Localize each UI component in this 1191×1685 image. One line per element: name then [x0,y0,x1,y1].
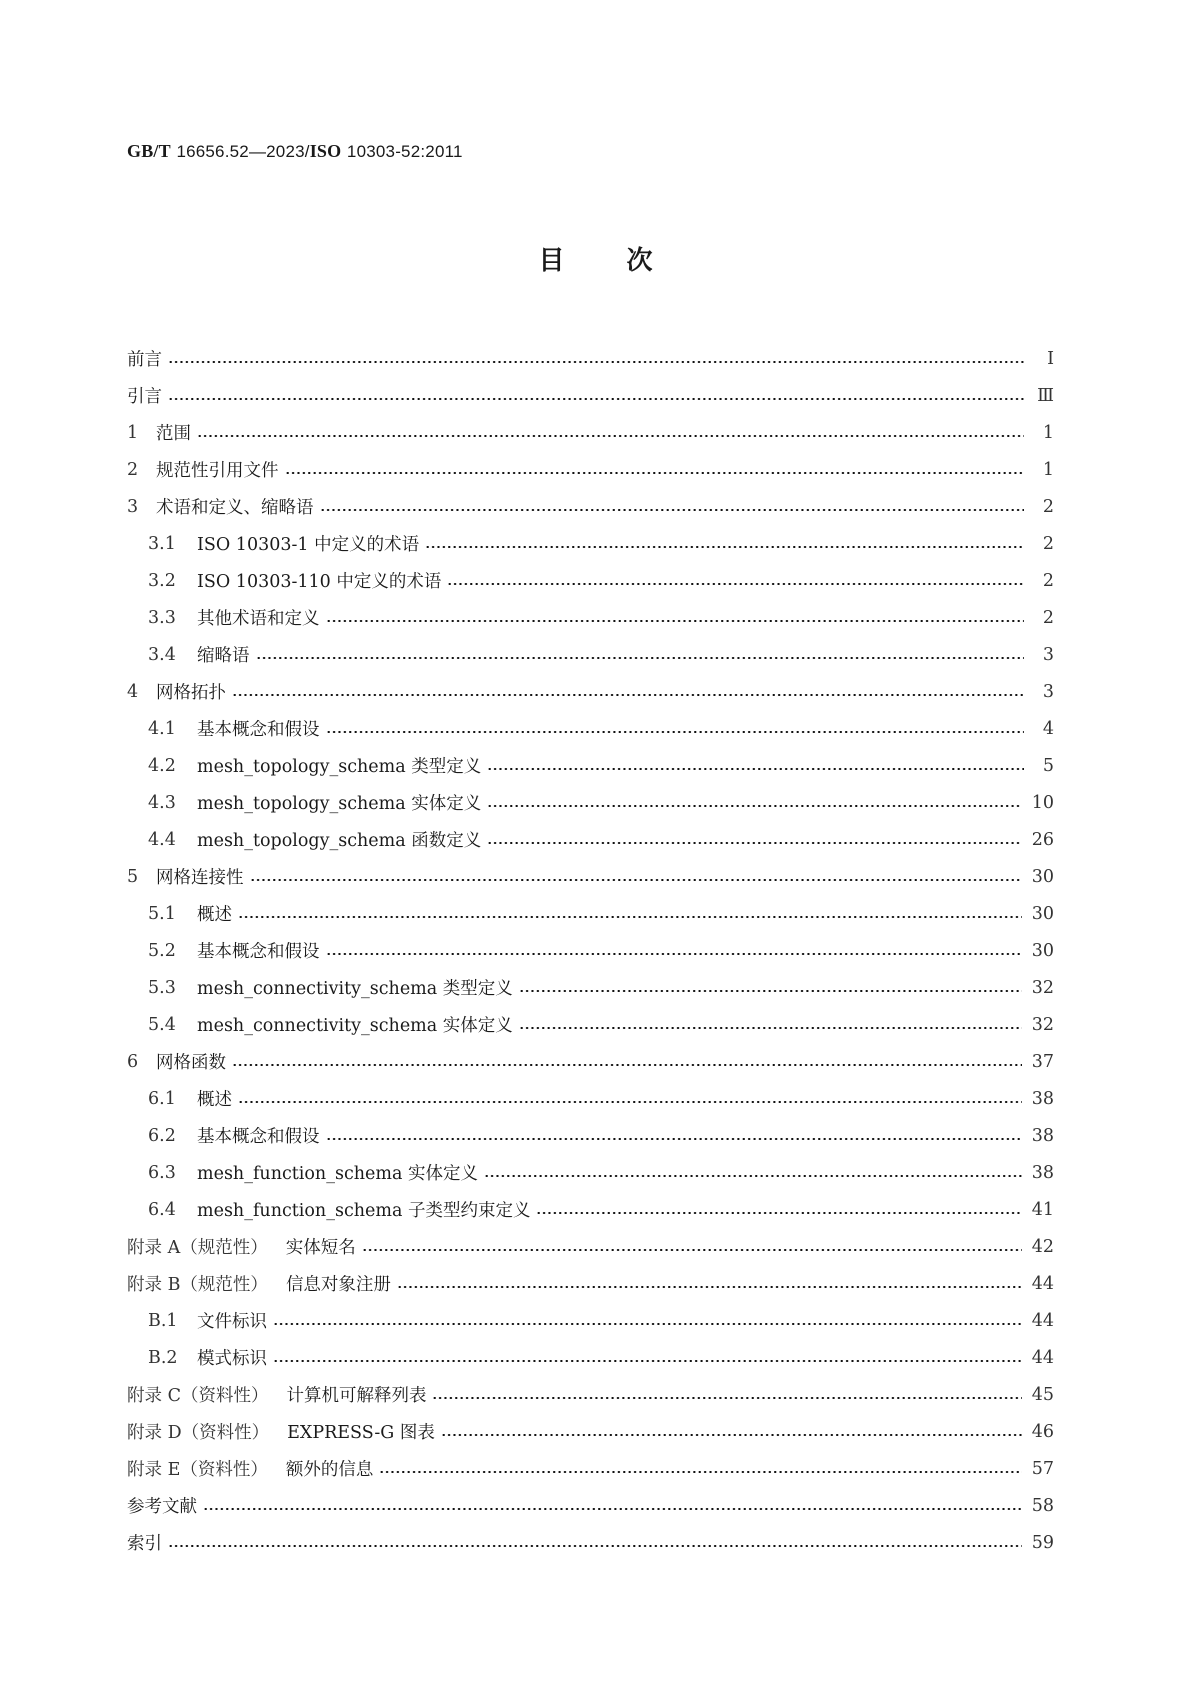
toc-entry-page[interactable]: 2 [1042,570,1054,591]
toc-entry[interactable] [127,1043,1054,1080]
toc-entry-page[interactable]: 30 [1031,903,1054,924]
toc-entry-page[interactable]: 38 [1031,1088,1054,1109]
toc-entry-label[interactable]: mesh_topology_schema 类型定义 [197,757,482,777]
toc-entry-number: 附录 C（资料性） [127,1386,269,1406]
toc-entry-page[interactable]: Ⅰ [1047,348,1054,369]
toc-entry-page[interactable]: 42 [1031,1236,1054,1257]
dot-leader [519,990,1022,992]
toc-entry-page[interactable]: 44 [1031,1347,1054,1368]
toc-entry[interactable] [127,525,1054,562]
toc-entry-label[interactable]: mesh_function_schema 实体定义 [197,1164,478,1184]
toc-entry[interactable] [127,1154,1054,1191]
toc-entry-label[interactable]: 信息对象注册 [285,1275,391,1295]
toc-entry[interactable] [127,451,1054,488]
iso-prefix: ISO [309,141,342,161]
toc-entry-page[interactable]: 57 [1031,1458,1054,1479]
toc-entry[interactable] [127,1265,1054,1302]
toc-entry-number: 4.1 [148,718,176,739]
toc-entry-number: 5.2 [148,940,176,961]
toc-entry-number: 5.4 [148,1014,176,1035]
toc-entry[interactable] [127,1376,1054,1413]
toc-entry-page[interactable]: 38 [1031,1125,1054,1146]
dot-leader [362,1249,1022,1251]
toc-entry-label[interactable]: EXPRESS-G 图表 [287,1423,435,1443]
toc-entry-label[interactable]: 模式标识 [197,1349,267,1369]
toc-entry-page[interactable]: 26 [1031,829,1054,850]
toc-entry[interactable] [127,414,1054,451]
toc-entry-number: 3 [127,496,139,517]
toc-entry-number: B.1 [148,1310,178,1331]
toc-entry-label[interactable]: 概述 [197,1090,232,1110]
toc-entry[interactable] [127,377,1054,414]
toc-entry-number: 附录 D（资料性） [127,1423,270,1443]
toc-entry-label[interactable]: 额外的信息 [285,1460,374,1480]
toc-entry[interactable] [127,1191,1054,1228]
toc-entry-label[interactable]: 缩略语 [197,646,250,666]
toc-entry-number: 4.4 [148,829,176,850]
dot-leader [326,731,1025,733]
dot-leader [273,1360,1022,1362]
toc-entry-page[interactable]: 44 [1031,1273,1054,1294]
toc-entry-page[interactable]: 10 [1031,792,1054,813]
toc-entry[interactable] [127,488,1054,525]
toc-entry-label[interactable]: 索引 [127,1534,162,1554]
toc-entry-page[interactable]: 46 [1031,1421,1054,1442]
toc-entry-number: 6.4 [148,1199,176,1220]
toc-entry-label[interactable]: 基本概念和假设 [197,720,320,740]
title-char-2: 次 [626,246,653,276]
toc-entry-page[interactable]: 30 [1031,866,1054,887]
toc-entry-number: 5 [127,866,139,887]
toc-entry[interactable] [127,599,1054,636]
toc-entry-number: 6 [127,1051,139,1072]
toc-entry-label[interactable]: 概述 [197,905,232,925]
toc-entry-label[interactable]: 网格连接性 [156,868,244,888]
toc-entry-number: 3.3 [148,607,176,628]
dot-leader [519,1027,1022,1029]
toc-entry-label[interactable]: 计算机可解释列表 [286,1386,427,1406]
toc-entry-number: B.2 [148,1347,178,1368]
toc-entry-number: 1 [127,422,139,443]
dot-leader [197,435,1024,437]
toc-entry-label[interactable]: mesh_topology_schema 实体定义 [197,794,482,814]
toc-entry-label[interactable]: 参考文献 [127,1497,197,1517]
toc-entry-number: 4 [127,681,139,702]
toc-entry-page[interactable]: Ⅲ [1037,385,1054,406]
toc-entry-label[interactable]: ISO 10303-110 中定义的术语 [197,572,442,592]
toc-entry[interactable] [127,710,1054,747]
toc-entry[interactable] [127,1487,1054,1524]
toc-entry[interactable] [127,1339,1054,1376]
toc-entry-page[interactable]: 38 [1031,1162,1054,1183]
dot-leader [326,953,1022,955]
toc-entry-label[interactable]: mesh_connectivity_schema 实体定义 [197,1016,513,1036]
toc-entry[interactable] [127,1228,1054,1265]
toc-entry-page[interactable]: 58 [1031,1495,1054,1516]
page-title [0,240,1191,277]
toc-entry-page[interactable]: 37 [1031,1051,1054,1072]
toc-entry-number: 3.1 [148,533,176,554]
toc-entry-page[interactable]: 1 [1042,459,1054,480]
toc-entry-label[interactable]: mesh_connectivity_schema 类型定义 [197,979,513,999]
dot-leader [326,620,1025,622]
dot-leader [238,1101,1022,1103]
dot-leader [203,1508,1022,1510]
toc-entry-number: 4.3 [148,792,176,813]
toc-entry-label[interactable]: 规范性引用文件 [156,461,279,481]
toc-entry[interactable] [127,969,1054,1006]
toc-entry[interactable] [127,673,1054,710]
toc-entry-number: 5.3 [148,977,176,998]
toc-entry[interactable] [127,895,1054,932]
toc-entry-number: 附录 E（资料性） [127,1460,268,1480]
toc-entry-label[interactable]: 范围 [156,424,191,444]
dot-leader [238,916,1022,918]
toc-entry-page[interactable]: 3 [1042,644,1054,665]
toc-entry[interactable] [127,784,1054,821]
toc-entry-label[interactable]: 术语和定义、缩略语 [156,498,314,518]
toc-entry[interactable] [127,1450,1054,1487]
dot-leader [320,509,1025,511]
toc-entry-page[interactable]: 4 [1042,718,1054,739]
toc-entry-number: 5.1 [148,903,176,924]
dot-leader [168,398,1024,400]
dot-leader [397,1286,1022,1288]
dot-leader [256,657,1025,659]
toc-entry-label[interactable]: ISO 10303-1 中定义的术语 [197,535,420,555]
toc-entry[interactable] [127,340,1054,377]
dot-leader [232,1064,1022,1066]
toc-entry-number: 6.3 [148,1162,176,1183]
toc-entry-page[interactable]: 30 [1031,940,1054,961]
toc-entry[interactable] [127,1080,1054,1117]
dot-leader [273,1323,1022,1325]
toc-entry-label[interactable]: mesh_function_schema 子类型约束定义 [197,1201,531,1221]
dot-leader [425,546,1024,548]
dot-leader [168,1545,1022,1547]
title-char-1: 目 [538,246,565,276]
dot-leader [379,1471,1021,1473]
toc-entry[interactable] [127,858,1054,895]
toc-entry-label[interactable]: mesh_topology_schema 函数定义 [197,831,482,851]
toc-entry-page[interactable]: 44 [1031,1310,1054,1331]
toc-entry-number: 附录 A（规范性） [127,1238,268,1258]
toc-entry-label[interactable]: 网格函数 [156,1053,226,1073]
toc-entry-page[interactable]: 2 [1042,496,1054,517]
dot-leader [168,361,1024,363]
toc-entry-page[interactable]: 59 [1031,1532,1054,1553]
dot-leader [487,805,1021,807]
dot-leader [484,1175,1022,1177]
toc-entry-label[interactable]: 基本概念和假设 [197,1127,320,1147]
toc-entry-page[interactable]: 45 [1031,1384,1054,1405]
toc-entry-number: 2 [127,459,139,480]
table-of-contents [127,340,1054,1561]
toc-entry-label[interactable]: 实体短名 [285,1238,356,1258]
toc-entry-page[interactable]: 2 [1042,607,1054,628]
dot-leader [536,1212,1021,1214]
toc-entry-number: 附录 B（规范性） [127,1275,268,1295]
toc-entry[interactable] [127,1524,1054,1561]
toc-entry-number: 4.2 [148,755,176,776]
standard-prefix: GB/T [127,141,171,161]
dot-leader [487,842,1021,844]
toc-entry-label[interactable]: 基本概念和假设 [197,942,320,962]
toc-entry-number: 3.2 [148,570,176,591]
toc-entry[interactable] [127,747,1054,784]
toc-entry[interactable] [127,562,1054,599]
toc-entry-label[interactable]: 其他术语和定义 [197,609,320,629]
toc-entry-number: 6.2 [148,1125,176,1146]
dot-leader [447,583,1024,585]
toc-entry-number: 6.1 [148,1088,176,1109]
dot-leader [432,1397,1021,1399]
toc-entry[interactable] [127,1117,1054,1154]
toc-entry-page[interactable]: 2 [1042,533,1054,554]
toc-entry-label[interactable]: 前言 [127,350,162,370]
dot-leader [232,694,1024,696]
toc-entry-page[interactable]: 3 [1042,681,1054,702]
dot-leader [487,768,1024,770]
toc-entry-page[interactable]: 32 [1031,1014,1054,1035]
toc-entry[interactable] [127,1302,1054,1339]
toc-entry-label[interactable]: 文件标识 [197,1312,267,1332]
toc-entry-page[interactable]: 41 [1031,1199,1054,1220]
iso-number: 10303-52:2011 [346,142,463,161]
dot-leader [250,879,1022,881]
toc-entry[interactable] [127,821,1054,858]
toc-entry-label[interactable]: 引言 [127,387,162,407]
toc-entry-page[interactable]: 32 [1031,977,1054,998]
dot-leader [326,1138,1022,1140]
dot-leader [441,1434,1022,1436]
dot-leader [285,472,1025,474]
toc-entry-label[interactable]: 网格拓扑 [156,683,226,703]
toc-entry[interactable] [127,1006,1054,1043]
document-header [127,141,463,162]
standard-number: 16656.52—2023/ [176,142,310,161]
toc-entry[interactable] [127,932,1054,969]
toc-entry-page[interactable]: 5 [1042,755,1054,776]
toc-entry[interactable] [127,636,1054,673]
toc-entry[interactable] [127,1413,1054,1450]
toc-entry-number: 3.4 [148,644,176,665]
toc-entry-page[interactable]: 1 [1042,422,1054,443]
